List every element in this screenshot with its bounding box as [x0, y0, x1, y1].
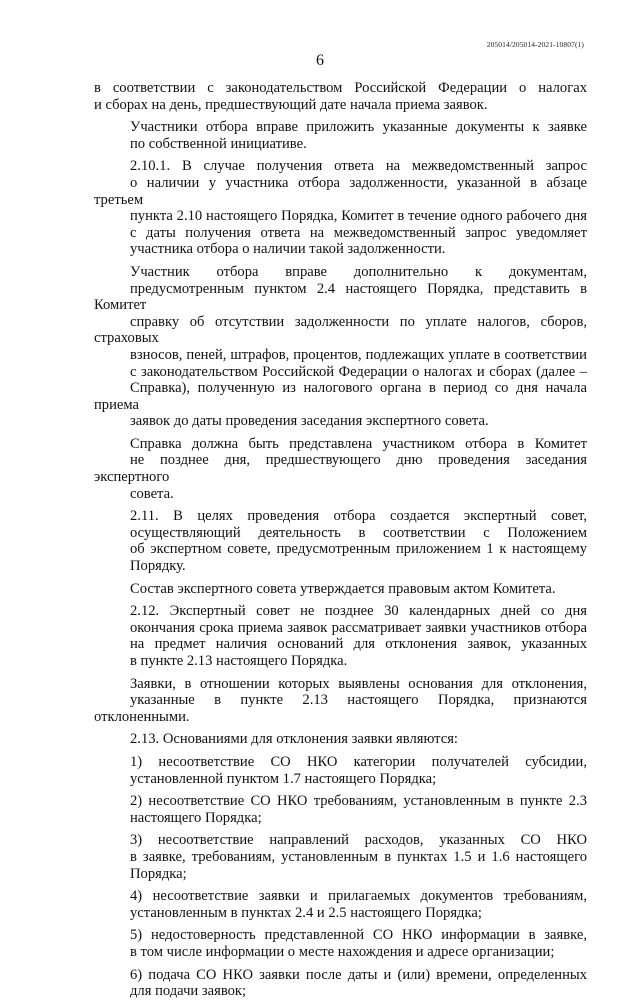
paragraph	[94, 119, 587, 152]
text-line: 3) несоответствие направлений расходов, указанных СО НКО	[130, 832, 587, 849]
text-line: на предмет наличия оснований для отклонения заявок, указанных	[130, 636, 587, 653]
text-line: 2.10.1. В случае получения ответа на межведомственный запрос	[130, 158, 587, 175]
paragraph	[94, 264, 587, 430]
text-line: по собственной инициативе.	[130, 135, 307, 152]
text-line: о наличии у участника отбора задолженности, указанной в абзаце третьем	[94, 174, 587, 208]
text-line: с законодательством Российской Федерации о налогах и сборах (далее –	[130, 363, 587, 380]
text-line: 1) несоответствие СО НКО категории получателей субсидии,	[130, 753, 587, 770]
text-line: Справка должна быть представлена участником отбора в Комитет	[130, 435, 587, 452]
text-line: об экспертном совете, предусмотренным приложением 1 к настоящему	[130, 541, 587, 558]
text-line: предусмотренным пунктом 2.4 настоящего Порядка, представить в Комитет	[94, 280, 587, 314]
paragraph	[94, 832, 587, 882]
text-line: участника отбора о наличии такой задолженности.	[130, 241, 446, 258]
paragraph	[94, 603, 587, 669]
text-line: Состав экспертного совета утверждается правовым актом Комитета.	[130, 580, 556, 597]
text-line: совета.	[130, 485, 174, 502]
text-line: не позднее дня, предшествующего дню проведения заседания экспертного	[94, 452, 587, 486]
page-number: 6	[316, 52, 324, 69]
text-line: установленным в пунктах 2.4 и 2.5 настоящего Порядка;	[130, 904, 482, 921]
paragraph	[94, 793, 587, 826]
text-line: осуществляющий деятельность в соответствии с Положением	[130, 524, 587, 541]
body-text	[94, 80, 587, 1006]
text-line: Участники отбора вправе приложить указанные документы к заявке	[130, 119, 587, 136]
paragraph	[94, 967, 587, 1000]
text-line: и сборах на день, предшествующий дате начала приема заявок.	[94, 96, 488, 113]
text-line: Порядку.	[130, 558, 186, 575]
text-line: указанные в пункте 2.13 настоящего Порядка, признаются отклоненными.	[94, 692, 587, 725]
text-line: в том числе информации о месте нахождения и адресе организации;	[130, 943, 555, 960]
paragraph	[94, 754, 587, 787]
text-line: пункта 2.10 настоящего Порядка, Комитет в течение одного рабочего дня	[130, 208, 587, 225]
text-line: справку об отсутствии задолженности по уплате налогов, сборов, страховых	[94, 313, 587, 347]
paragraph	[94, 158, 587, 258]
paragraph	[94, 731, 587, 748]
text-line: с даты получения ответа на межведомственный запрос уведомляет	[130, 224, 587, 241]
text-line: 2.11. В целях проведения отбора создается экспертный совет,	[130, 508, 587, 525]
paragraph	[94, 436, 587, 502]
text-line: в заявке, требованиям, установленным в пунктах 1.5 и 1.6 настоящего	[130, 848, 587, 865]
text-line: 6) подача СО НКО заявки после даты и (или) времени, определенных	[130, 966, 587, 983]
text-line: взносов, пеней, штрафов, процентов, подлежащих уплате в соответствии	[130, 346, 587, 363]
text-line: в пункте 2.13 настоящего Порядка.	[130, 653, 348, 669]
paragraph	[94, 581, 587, 598]
document-id: 205014/205014-2021-10807(1)	[486, 40, 584, 49]
text-line: 2) несоответствие СО НКО требованиям, установленным в пункте 2.3	[130, 793, 587, 810]
paragraph	[94, 80, 587, 113]
text-line: Заявки, в отношении которых выявлены основания для отклонения,	[130, 675, 587, 692]
paragraph	[94, 676, 587, 726]
text-line: Порядка;	[130, 865, 187, 882]
text-line: установленной пунктом 1.7 настоящего Порядка;	[130, 770, 437, 787]
text-line: заявок до даты проведения заседания экспертного совета.	[130, 413, 489, 430]
paragraph	[94, 927, 587, 960]
text-line: Справка), полученную из налогового органа в период со дня начала приема	[94, 380, 587, 413]
text-line: 2.13. Основаниями для отклонения заявки являются:	[130, 731, 458, 748]
paragraph	[94, 508, 587, 574]
text-line: 5) недостоверность представленной СО НКО информации в заявке,	[130, 927, 587, 944]
text-line: окончания срока приема заявок рассматривает заявки участников отбора	[130, 619, 587, 636]
text-line: для подачи заявок;	[130, 983, 247, 1000]
text-line: 4) несоответствие заявки и прилагаемых документов требованиям,	[130, 888, 587, 905]
text-line: Участник отбора вправе дополнительно к документам,	[130, 263, 587, 280]
text-line: 2.12. Экспертный совет не позднее 30 календарных дней со дня	[130, 603, 587, 620]
text-line: в соответствии с законодательством Российской Федерации о налогах	[94, 80, 587, 96]
text-line: настоящего Порядка;	[130, 809, 262, 826]
